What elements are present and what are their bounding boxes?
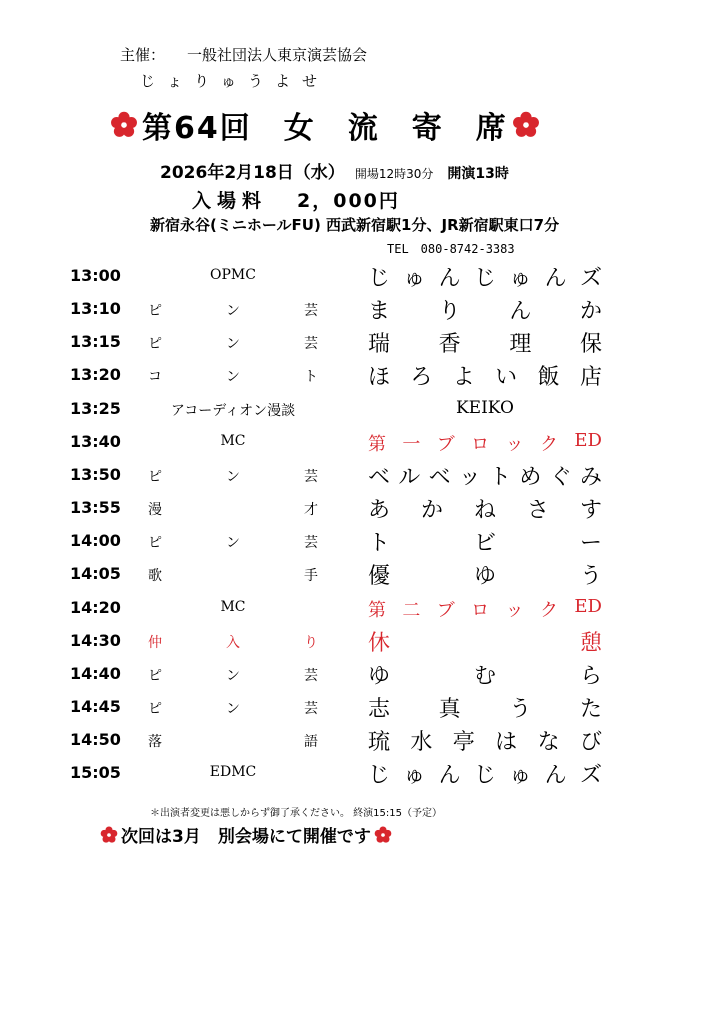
group-name: じょりゅうよせ bbox=[140, 72, 330, 90]
program-time: 15:05 bbox=[70, 763, 121, 783]
sakura-flower-icon bbox=[512, 111, 540, 139]
event-title bbox=[110, 104, 540, 146]
program-category: ピ ン 芸 bbox=[148, 535, 318, 552]
program-row bbox=[0, 426, 724, 459]
program-row bbox=[0, 625, 724, 658]
program-category: ピ ン 芸 bbox=[148, 468, 318, 485]
start-time: 開演13時 bbox=[447, 166, 509, 182]
program-time: 13:50 bbox=[70, 464, 121, 484]
program-category: ピ ン 芸 bbox=[148, 667, 318, 684]
program-row bbox=[0, 459, 724, 492]
program-row bbox=[0, 558, 724, 591]
organizer-name: 一般社団法人東京演芸協会 bbox=[187, 46, 368, 64]
program-row bbox=[0, 260, 724, 293]
organizer-label: 主催： bbox=[120, 46, 166, 64]
program-category: 仲 入 り bbox=[148, 634, 318, 651]
program-row bbox=[0, 658, 724, 691]
program-performer: 琉 水 亭 は な び bbox=[368, 730, 602, 756]
program-row bbox=[0, 393, 724, 426]
program-time: 13:10 bbox=[70, 299, 121, 319]
program-row bbox=[0, 724, 724, 757]
program-time: 13:25 bbox=[70, 398, 121, 418]
program-performer: ベ ル ベ ッ ト め ぐ み bbox=[368, 464, 602, 490]
program-performer: 休 憩 bbox=[368, 630, 602, 656]
next-event-line bbox=[100, 822, 392, 847]
program-performer: あ か ね さ す bbox=[368, 498, 602, 524]
program-performer: ほ ろ よ い 飯 店 bbox=[368, 365, 602, 391]
program-performer: ト ビ ー bbox=[368, 531, 602, 557]
fee-line bbox=[192, 186, 400, 213]
program-time: 14:20 bbox=[70, 597, 121, 617]
program-performer: ま り ん か bbox=[368, 299, 602, 325]
program-category: ピ ン 芸 bbox=[148, 700, 318, 717]
program-time: 14:05 bbox=[70, 564, 121, 584]
venue: 新宿永谷(ミニホールFU) 西武新宿駅1分、JR新宿駅東口7分 bbox=[150, 216, 560, 234]
program-category: 漫 才 bbox=[148, 502, 318, 519]
program-performer: 優 ゆ う bbox=[368, 564, 602, 590]
program-performer: じ ゅ ん じ ゅ ん ズ bbox=[368, 763, 602, 789]
program-time: 14:45 bbox=[70, 696, 121, 716]
sakura-flower-icon bbox=[110, 111, 138, 139]
program-time: 14:50 bbox=[70, 730, 121, 750]
program-category: ピ ン 芸 bbox=[148, 336, 318, 353]
program-performer: 瑞 香 理 保 bbox=[368, 332, 602, 358]
program-time: 13:00 bbox=[70, 266, 121, 285]
event-date-line bbox=[160, 158, 509, 183]
page-title: 第64回 女 流 寄 席 bbox=[142, 111, 508, 146]
event-date: 2026年2月18日（水） bbox=[160, 163, 345, 183]
program-row bbox=[0, 326, 724, 359]
sakura-flower-icon bbox=[374, 826, 392, 844]
program-row bbox=[0, 492, 724, 525]
telephone: TEL 080-8742-3383 bbox=[387, 242, 515, 256]
sakura-flower-icon bbox=[100, 826, 118, 844]
program-category: EDMC bbox=[209, 764, 257, 781]
program-time: 13:55 bbox=[70, 498, 121, 518]
program-performer: 第 一 ブ ロ ッ ク ED bbox=[368, 429, 602, 455]
program-category: 歌 手 bbox=[148, 568, 318, 585]
program-category: MC bbox=[220, 598, 246, 615]
program-category: OPMC bbox=[210, 267, 256, 283]
program-category: ピ ン 芸 bbox=[148, 303, 318, 320]
program-performer: ゆ む ら bbox=[368, 663, 602, 689]
notice: ＊出演者変更は悪しからず御了承ください。 終演15:15（予定） bbox=[150, 808, 442, 819]
program-performer: じ ゅ ん じ ゅ ん ズ bbox=[368, 266, 602, 291]
program-row bbox=[0, 359, 724, 392]
program-row bbox=[0, 757, 724, 790]
program-performer: 志 真 う た bbox=[368, 696, 602, 722]
program-row bbox=[0, 691, 724, 724]
program-category: MC bbox=[220, 432, 246, 449]
program-category: 落 語 bbox=[148, 734, 318, 751]
program-time: 13:40 bbox=[70, 431, 121, 451]
program-row bbox=[0, 293, 724, 326]
next-event: 次回は3月 別会場にて開催です bbox=[121, 827, 371, 847]
doors-time: 開場12時30分 bbox=[354, 167, 434, 181]
program-category: コ ン ト bbox=[148, 369, 318, 386]
program-row bbox=[0, 525, 724, 558]
program-performer: KEIKO bbox=[455, 397, 514, 418]
program-performer: 第 二 ブ ロ ッ ク ED bbox=[368, 595, 602, 621]
program-time: 13:15 bbox=[70, 332, 121, 352]
fee-label: 入場料 bbox=[192, 190, 268, 212]
program-row bbox=[0, 592, 724, 625]
program-time: 14:30 bbox=[70, 630, 121, 650]
fee-value: 2，000円 bbox=[297, 190, 400, 212]
program-time: 14:00 bbox=[70, 531, 121, 551]
program-time: 13:20 bbox=[70, 365, 121, 385]
organizer-line bbox=[120, 44, 367, 65]
program-category: アコーディオン漫談 bbox=[170, 402, 296, 419]
program-time: 14:40 bbox=[70, 663, 121, 683]
